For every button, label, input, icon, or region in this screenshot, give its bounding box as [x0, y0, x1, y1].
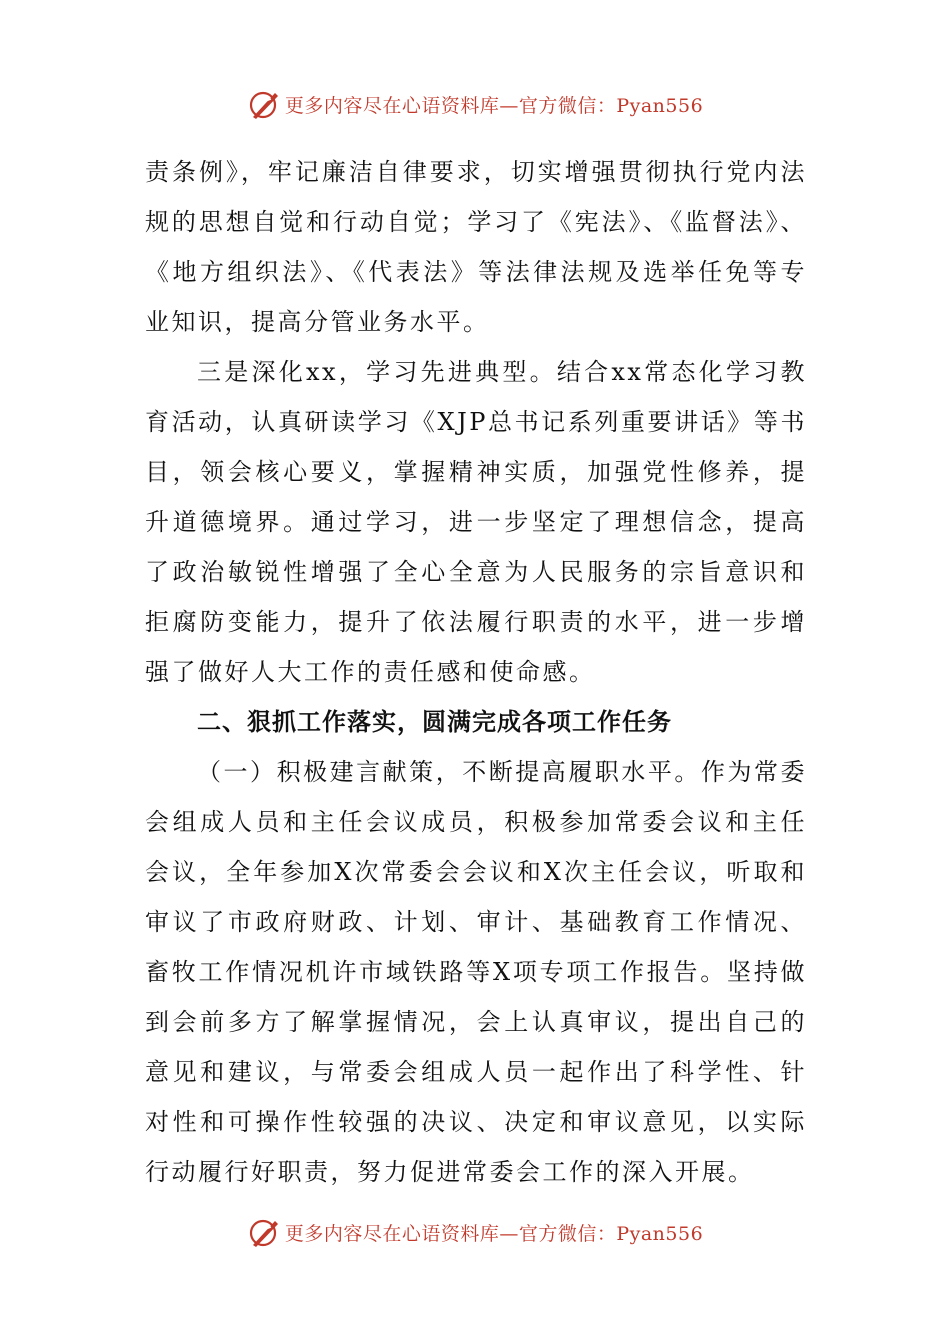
header-banner: [0, 84, 950, 124]
header-banner-text: 更多内容尽在心语资料库—官方微信：Pyan556: [284, 94, 704, 117]
paragraph-2: 三是深化xx，学习先进典型。结合xx常态化学习教育活动，认真研读学习《XJP总书记系列重要讲话》等书目，领会核心要义，掌握精神实质，加强党性修养，提升道德境界。通过学习，进一步坚定了理想信念，提高了政治敏锐性增强了全心全意为人民服务的宗旨意识和拒腐防变能力，提升了依法履行职责的水平，进一步增强了做好人大工作的责任感和使命感。: [145, 358, 807, 686]
paragraph-3: （一）积极建言献策，不断提高履职水平。作为常委会组成人员和主任会议成员，积极参加常委会议和主任会议，全年参加X次常委会会议和X次主任会议，听取和审议了市政府财政、计划、审计、基础教育工作情况、畜牧工作情况机许市域铁路等X项专项工作报告。坚持做到会前多方了解掌握情况，会上认真审议，提出自己的意见和建议，与常委会组成人员一起作出了科学性、针对性和可操作性较强的决议、决定和审议意见，以实际行动履行好职责，努力促进常委会工作的深入开展。: [145, 758, 807, 1186]
pen-logo-icon: [247, 1215, 281, 1249]
footer-banner: [0, 1212, 950, 1252]
paragraph-1: 责条例》，牢记廉洁自律要求，切实增强贯彻执行党内法规的思想自觉和行动自觉；学习了《宪法》、《监督法》、《地方组织法》、《代表法》等法律法规及选举任免等专业知识，提高分管业务水平。: [145, 158, 807, 336]
footer-banner-text: 更多内容尽在心语资料库—官方微信：Pyan556: [284, 1222, 704, 1245]
document-body: [145, 147, 807, 1197]
section-heading: 二、狠抓工作落实，圆满完成各项工作任务: [197, 708, 672, 736]
pen-logo-icon: [247, 87, 281, 121]
